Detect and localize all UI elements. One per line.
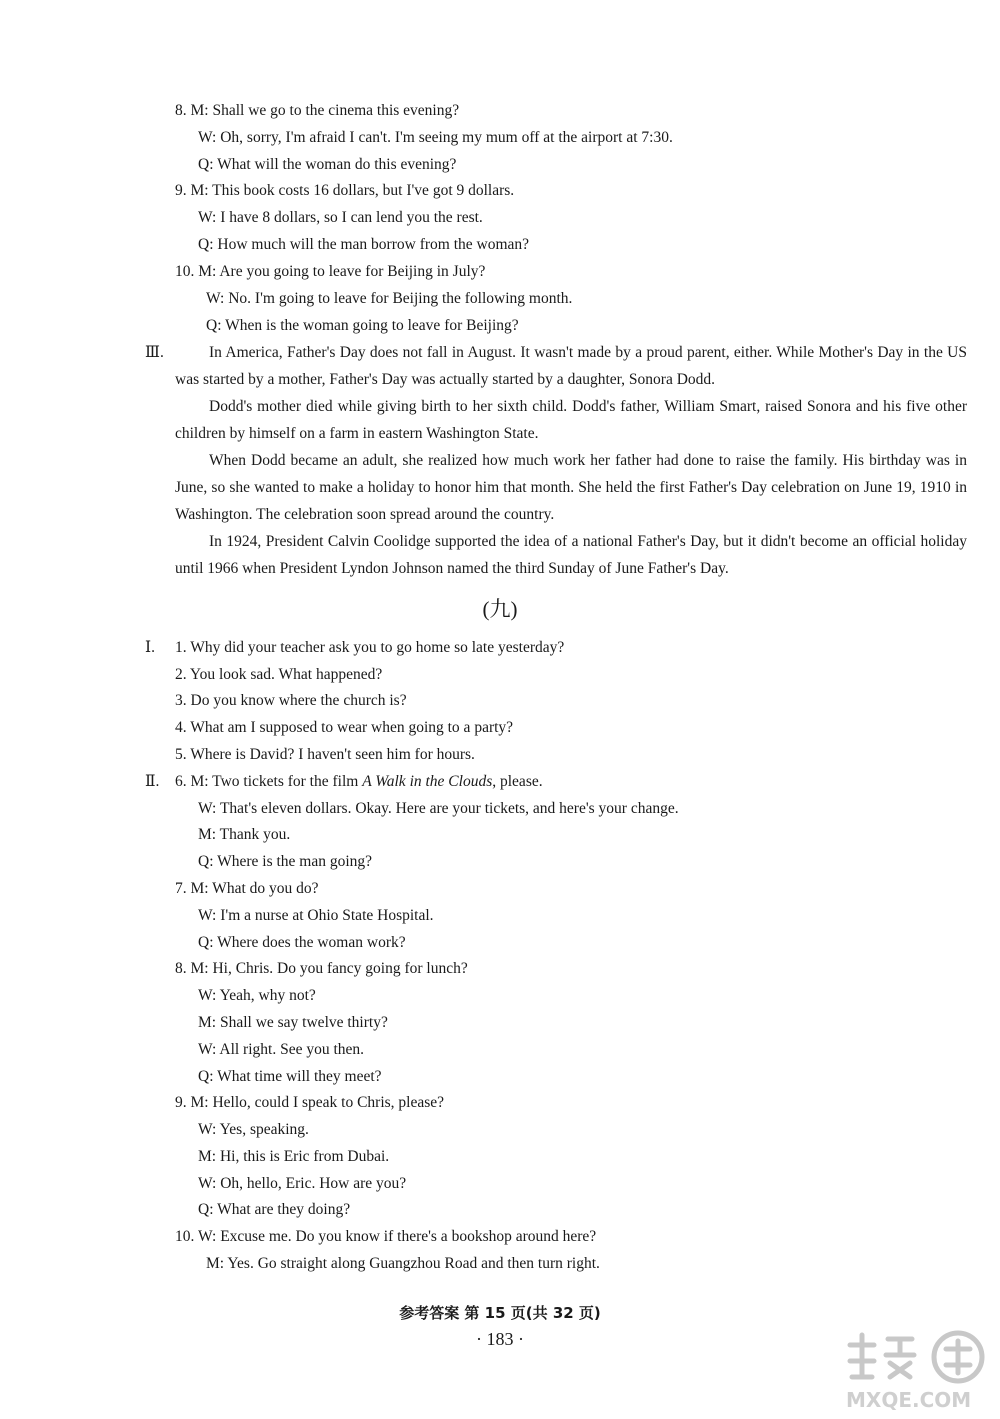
dialogue-line: W: I have 8 dollars, so I can lend you the rest. [198,209,483,226]
dialogue-line: Q: When is the woman going to leave for Beijing? [206,317,519,334]
passage-paragraph: In 1924, President Calvin Coolidge supported the idea of a national Father's Day, but it didn't become an official holiday until 1966 when President Lyndon Johnson named the third Sunday of June Father's Day. [175,533,967,577]
dialogue-line: 7. M: What do you do? [175,880,319,897]
page-number: · 183 · [476,1329,524,1349]
dialogue-text: 6. M: Two tickets for the film [175,773,363,790]
answer-page-footer: 参考答案 第 15 页(共 32 页) [399,1304,601,1322]
dialogue-line: W: No. I'm going to leave for Beijing the following month. [206,290,573,307]
dialogue-line: W: I'm a nurse at Ohio State Hospital. [198,907,434,924]
watermark-logo [840,1325,1000,1414]
question-item: 2. You look sad. What happened? [175,666,383,683]
dialogue-line: Q: What time will they meet? [198,1068,382,1085]
question-item: 4. What am I supposed to wear when going to a party? [175,719,514,736]
film-title: A Walk in the Clouds [362,773,493,790]
dialogue-line: 10. M: Are you going to leave for Beijing in July? [175,263,486,280]
dialogue-line: M: Yes. Go straight along Guangzhou Road and then turn right. [206,1255,600,1272]
dialogue-line: M: Thank you. [198,826,291,843]
dialogue-line: Q: Where does the woman work? [198,934,406,951]
passage-paragraph: In America, Father's Day does not fall in August. It wasn't made by a proud parent, either. While Mother's Day in the US was started by a mother, Father's Day was actually started by a daughter, Sonora Dodd. [175,344,967,388]
dialogue-line: Q: What will the woman do this evening? [198,156,457,173]
dialogue-line: Q: Where is the man going? [198,853,373,870]
dialogue-text: , please. [492,773,543,790]
dialogue-line: 10. W: Excuse me. Do you know if there's a bookshop around here? [175,1228,597,1245]
unit-title: (九) [482,597,518,621]
dialogue-line: M: Shall we say twelve thirty? [198,1014,388,1031]
section-label: Ⅰ. [145,639,155,656]
passage-paragraph: Dodd's mother died while giving birth to her sixth child. Dodd's father, William Smart, raised Sonora and his five other children by himself on a farm in eastern Washington State. [175,398,967,442]
dialogue-line: W: All right. See you then. [198,1041,365,1058]
question-item: 5. Where is David? I haven't seen him for hours. [175,746,475,763]
dialogue-line: 8. M: Shall we go to the cinema this evening? [175,102,460,119]
dialogue-line [175,772,543,792]
dialogue-line: 9. M: Hello, could I speak to Chris, please? [175,1094,445,1111]
section-label: Ⅱ. [145,773,160,790]
watermark-url: MXQE.COM [846,1388,972,1412]
question-item: 1. Why did your teacher ask you to go home so late yesterday? [175,639,565,656]
dialogue-line: Q: How much will the man borrow from the woman? [198,236,530,253]
dialogue-line: W: Oh, sorry, I'm afraid I can't. I'm seeing my mum off at the airport at 7:30. [198,129,673,146]
dialogue-line: M: Hi, this is Eric from Dubai. [198,1148,390,1165]
passage-paragraph: When Dodd became an adult, she realized how much work her father had done to raise the family. His birthday was in June, so she wanted to make a holiday to honor him that month. She held the first Father's Day celebration on June 19, 1910 in Washington. The celebration soon spread around the country. [175,452,967,523]
dialogue-line: W: Yeah, why not? [198,987,316,1004]
dialogue-line: W: Oh, hello, Eric. How are you? [198,1175,407,1192]
dialogue-line: W: That's eleven dollars. Okay. Here are your tickets, and here's your change. [198,800,679,817]
dialogue-line: Q: What are they doing? [198,1201,351,1218]
dialogue-line: W: Yes, speaking. [198,1121,309,1138]
question-item: 3. Do you know where the church is? [175,692,407,709]
dialogue-line: 8. M: Hi, Chris. Do you fancy going for lunch? [175,960,468,977]
section-label: Ⅲ. [145,344,164,361]
dialogue-line: 9. M: This book costs 16 dollars, but I've got 9 dollars. [175,182,515,199]
